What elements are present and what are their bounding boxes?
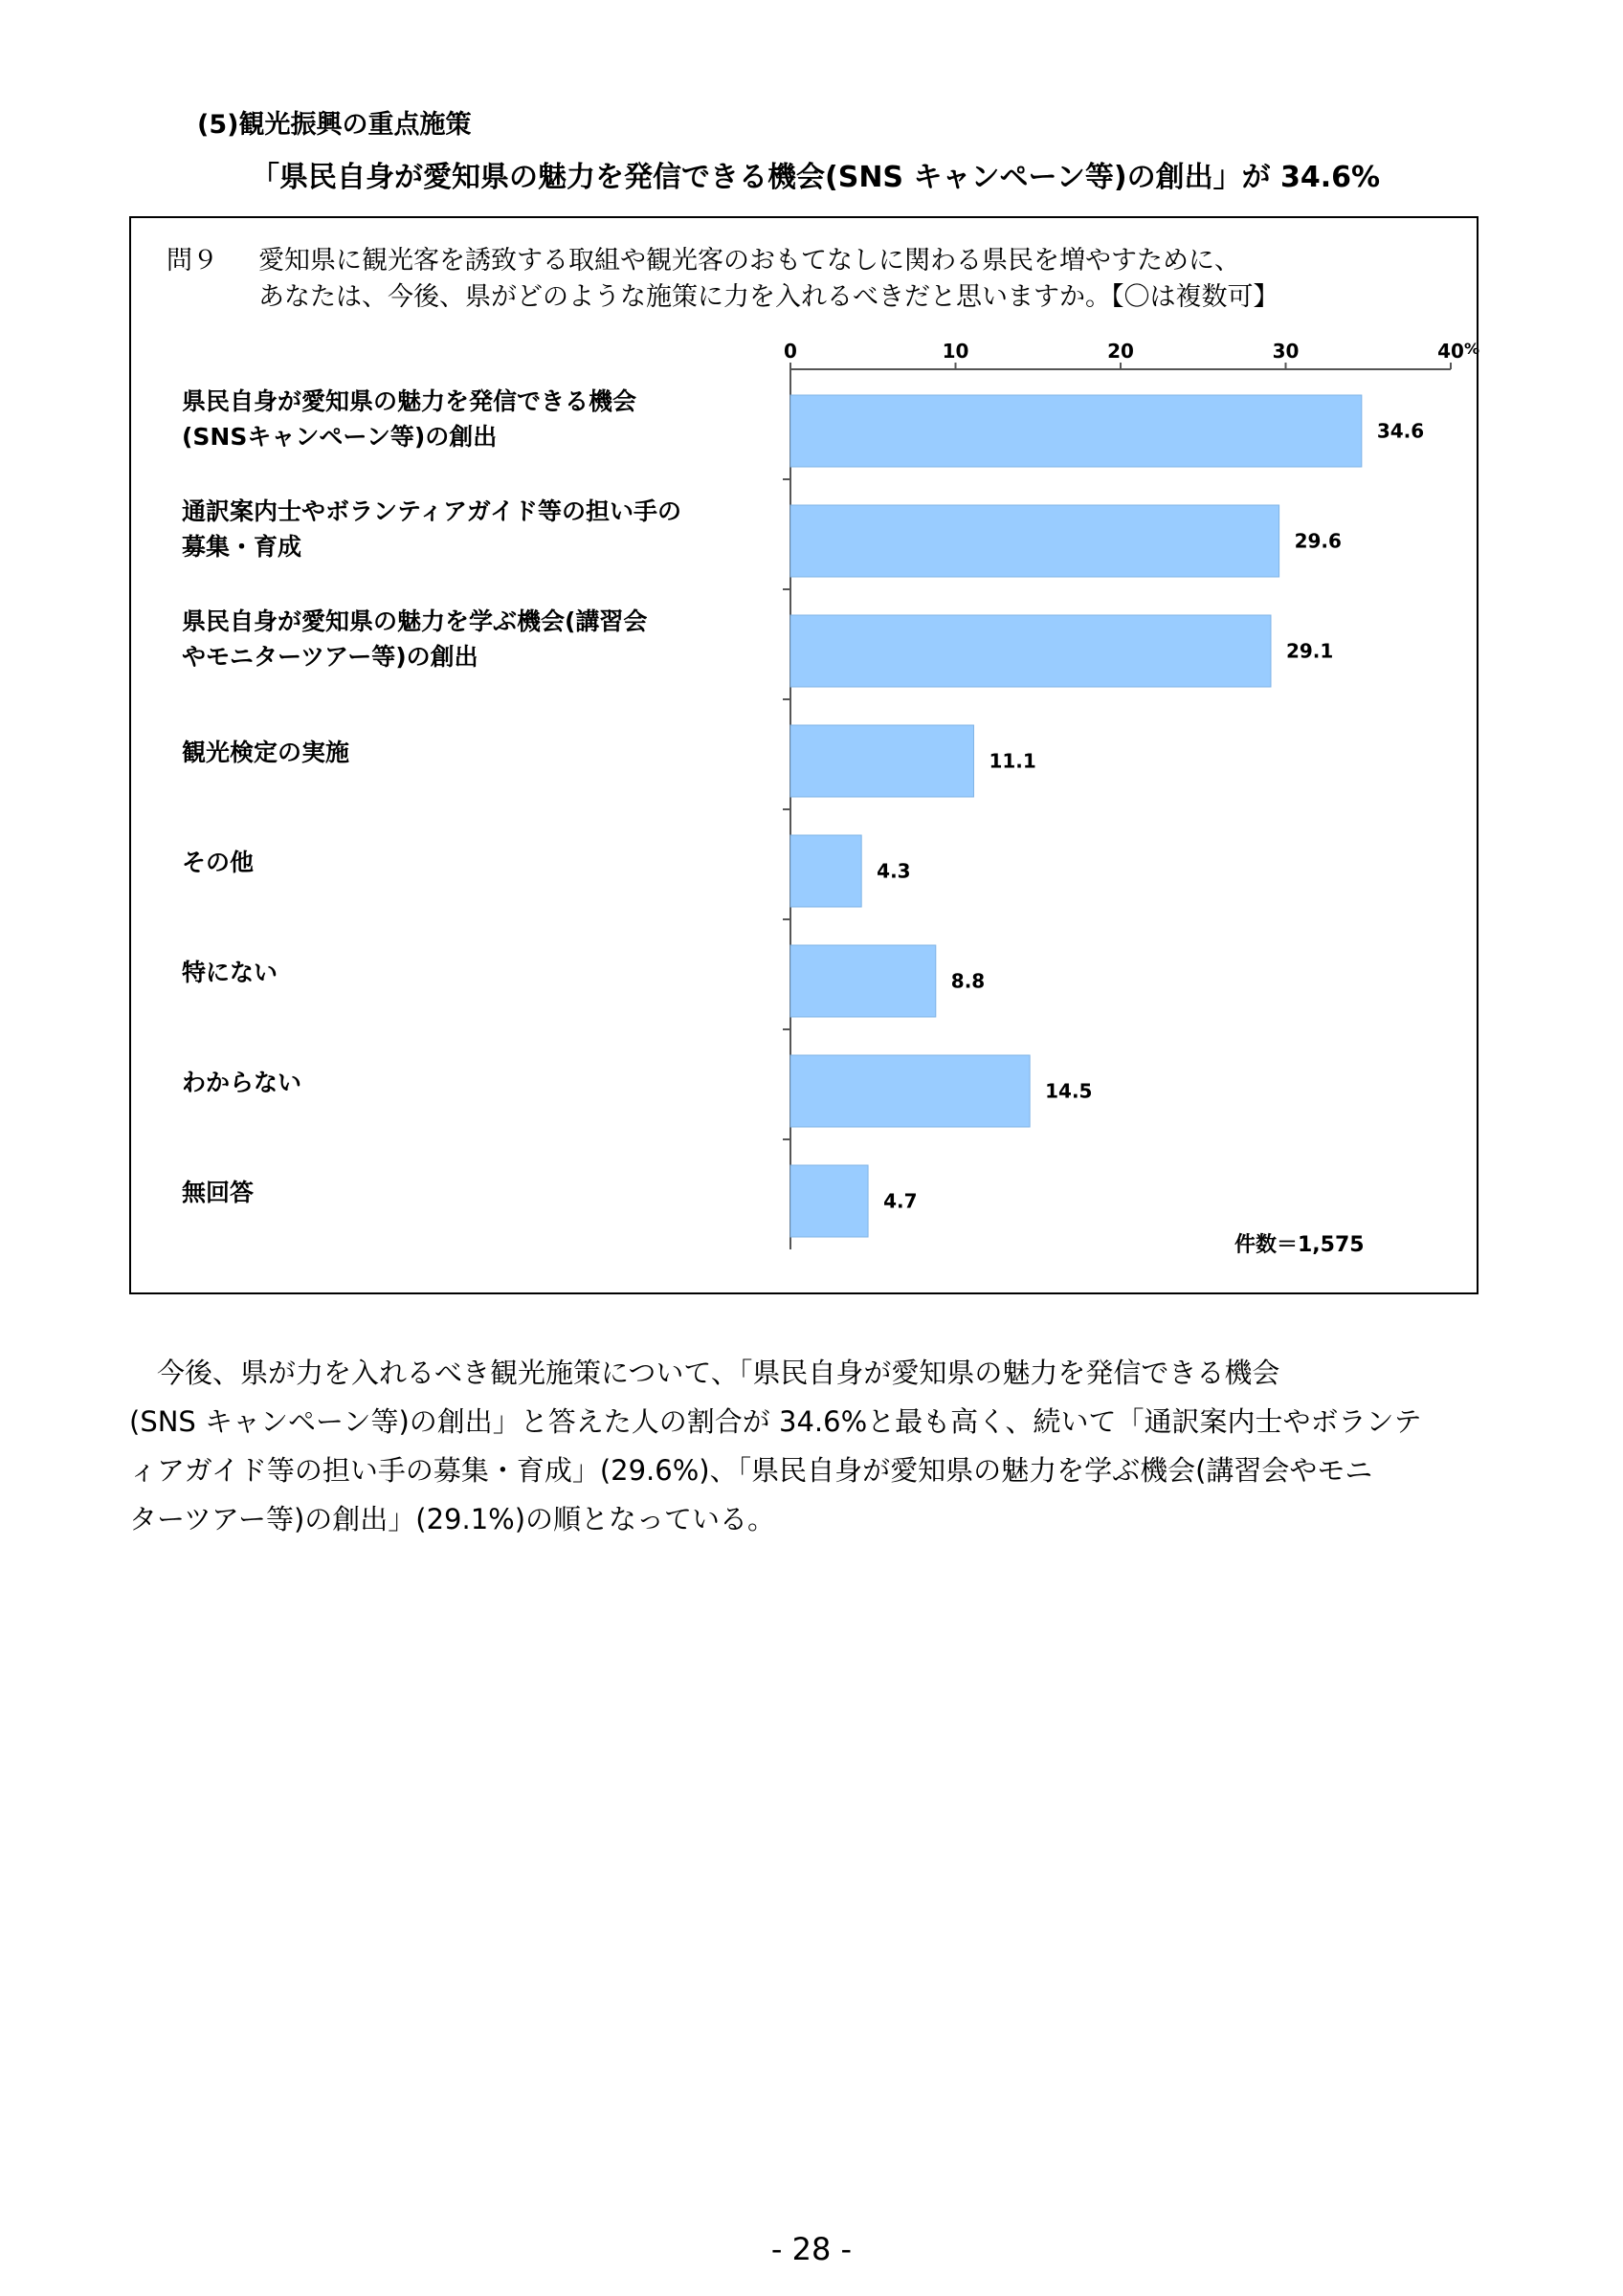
sample-size: 件数＝1,575	[1234, 1233, 1365, 1257]
bar-value-label: 29.1	[1285, 639, 1334, 663]
category-label-line: 県民自身が愛知県の魅力を学ぶ機会(講習会	[182, 607, 648, 635]
summary-line-1: 今後、県が力を入れるべき観光施策について、「県民自身が愛知県の魅力を発信できる機会	[129, 1357, 1280, 1389]
question-line-2: あなたは、今後、県がどのような施策に力を入れるべきだと思いますか。【〇は複数可】	[258, 282, 1279, 312]
bar-value-label: 34.6	[1376, 419, 1425, 443]
category-label-line: やモニターツアー等)の創出	[182, 642, 478, 671]
bar	[790, 725, 973, 797]
bar	[790, 835, 861, 907]
question-label: 問９	[167, 246, 218, 276]
question-line-1: 愛知県に観光客を誘致する取組や観光客のおもてなしに関わる県民を増やすために、	[258, 246, 1240, 276]
x-tick-label: 20	[1107, 340, 1134, 363]
bar-value-label: 4.7	[883, 1189, 918, 1213]
category-label-line: 募集・育成	[182, 532, 302, 561]
bar	[790, 1165, 868, 1237]
summary-line-2: (SNS キャンペーン等)の創出」と答えた人の割合が 34.6%と最も高く、続いて「通訳案内士やボランテ	[129, 1405, 1422, 1438]
bar	[790, 395, 1362, 467]
category-label-line: 観光検定の実施	[182, 738, 350, 766]
headline: 「県民自身が愛知県の魅力を発信できる機会(SNS キャンペーン等)の創出」が 34.6%	[251, 161, 1381, 194]
bar	[790, 1055, 1030, 1127]
summary-line-3: ィアガイド等の担い手の募集・育成」(29.6%)、「県民自身が愛知県の魅力を学ぶ機会(講習会やモニ	[129, 1454, 1373, 1487]
category-label-line: (SNSキャンペーン等)の創出	[182, 422, 498, 451]
page-number: - 28 -	[770, 2231, 853, 2267]
bar-value-label: 4.3	[877, 859, 911, 883]
summary-line-4: ターツアー等)の創出」(29.1%)の順となっている。	[129, 1503, 776, 1535]
category-label-line: 無回答	[182, 1178, 255, 1206]
x-axis-unit: %	[1464, 340, 1480, 358]
x-tick-label: 10	[942, 340, 969, 363]
x-tick-label: 40	[1437, 340, 1464, 363]
bar	[790, 505, 1279, 577]
summary-text	[129, 1349, 1498, 1544]
bar	[790, 945, 936, 1017]
category-label-line: 特にない	[182, 958, 278, 986]
x-tick-label: 30	[1272, 340, 1300, 363]
bar-value-label: 11.1	[989, 749, 1036, 773]
x-tick-label: 0	[784, 340, 797, 363]
section-title: (5)観光振興の重点施策	[197, 110, 472, 140]
bar	[790, 615, 1271, 687]
category-label-line: わからない	[182, 1068, 302, 1096]
category-label-line: 通訳案内士やボランティアガイド等の担い手の	[182, 497, 682, 525]
bar-value-label: 8.8	[950, 969, 986, 993]
category-label-line: 県民自身が愛知県の魅力を発信できる機会	[182, 386, 637, 415]
bar-value-label: 14.5	[1045, 1079, 1093, 1103]
category-label-line: その他	[182, 848, 255, 876]
bar-value-label: 29.6	[1294, 529, 1342, 553]
